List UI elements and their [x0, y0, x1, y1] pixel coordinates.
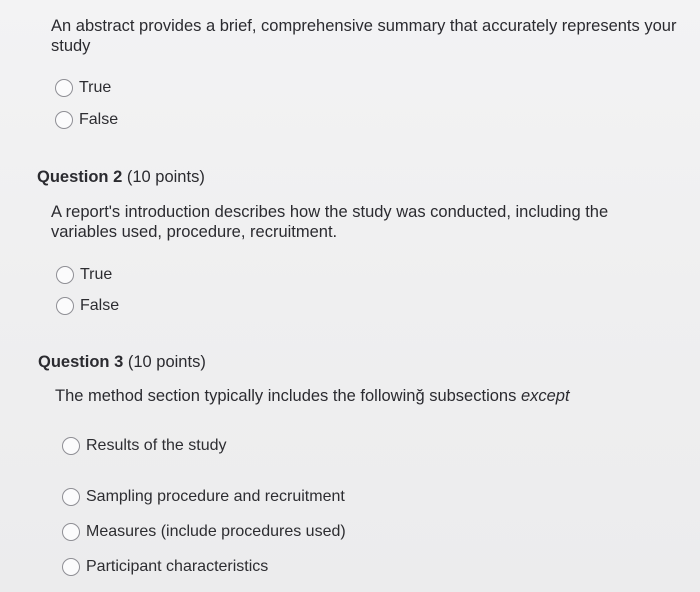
option-label: Measures (include procedures used): [86, 523, 346, 540]
question-2-option-true[interactable]: [56, 266, 112, 284]
question-3-option-participants[interactable]: [62, 558, 268, 576]
radio-button[interactable]: [55, 79, 73, 97]
radio-button[interactable]: [62, 558, 80, 576]
question-3-prompt: [55, 386, 675, 406]
radio-button[interactable]: [62, 488, 80, 506]
question-3-prompt-text: The method section typically includes the followinğ subsections: [55, 387, 517, 405]
question-3-option-sampling[interactable]: [62, 488, 345, 506]
question-2-number: Question 2: [37, 168, 123, 186]
option-label: Participant characteristics: [86, 558, 269, 575]
option-label: False: [80, 297, 120, 314]
question-3-heading: [38, 352, 206, 372]
radio-button[interactable]: [62, 523, 80, 541]
option-label: True: [80, 266, 113, 283]
question-2-option-false[interactable]: [56, 297, 119, 315]
question-3-number: Question 3: [38, 353, 124, 371]
radio-button[interactable]: [55, 111, 73, 129]
question-3-option-results[interactable]: [62, 437, 227, 455]
question-1-option-false[interactable]: [55, 111, 118, 129]
radio-button[interactable]: [56, 297, 74, 315]
question-3-prompt-emphasis: except: [520, 387, 570, 405]
question-3-option-measures[interactable]: [62, 523, 346, 541]
question-2-prompt: A report's introduction describes how the study was conducted, including the variables used, procedure, recruitment.: [51, 203, 609, 241]
option-label: Sampling procedure and recruitment: [86, 488, 345, 505]
question-3-points: (10 points): [127, 353, 206, 371]
question-2-points: (10 points): [126, 168, 205, 186]
radio-button[interactable]: [62, 437, 80, 455]
question-1-option-true[interactable]: [55, 79, 111, 97]
option-label: True: [79, 79, 112, 96]
option-label: False: [79, 111, 119, 128]
radio-button[interactable]: [56, 266, 74, 284]
question-1-prompt: An abstract provides a brief, comprehensive summary that accurately represents your study: [51, 17, 677, 55]
option-label: Results of the study: [86, 437, 227, 454]
question-2-heading: [37, 167, 205, 187]
